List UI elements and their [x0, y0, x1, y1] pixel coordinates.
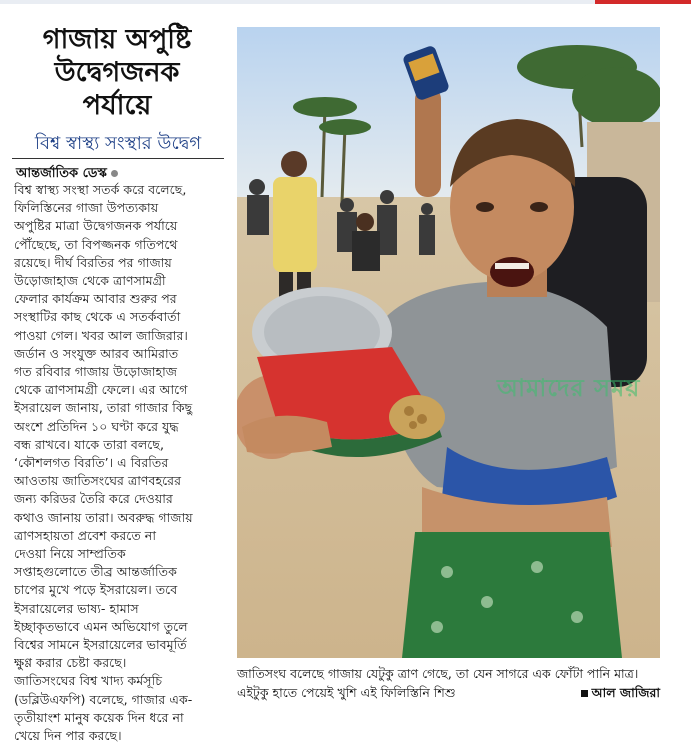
body-line: ইসরায়েল জানায়, তারা গাজার কিছু: [14, 400, 193, 416]
body-line: রয়েছে। দীর্ঘ বিরতির পর গাজায়: [14, 254, 172, 270]
body-line: পাওয়া গেল। খবর আল জাজিরার।: [14, 327, 188, 343]
headline-line: পর্যায়ে: [82, 89, 152, 121]
body-line: সপ্তাহগুলোতে তীব্র আন্তর্জাতিক: [14, 564, 177, 580]
body-line: ফিলিস্তিনের গাজা উপত্যকায়: [14, 200, 159, 216]
bullet-icon: [111, 170, 118, 177]
body-line: দেওয়া নিয়ে সাম্প্রতিক: [14, 546, 126, 562]
body-line: গত রবিবার গাজায় উড়োজাহাজ: [14, 364, 178, 380]
body-line: সংস্থাটির কাছ থেকে এ সতর্কবার্তা: [14, 309, 181, 325]
body-line: আওতায় জাতিসংঘের ত্রাণবহরের: [14, 473, 182, 489]
caption-line: জাতিসংঘ বলেছে গাজায় যেটুকু ত্রাণ গেছে, তা যেন সাগরে এক ফোঁটা পানি মাত্র।: [237, 666, 639, 681]
body-line: ক্ষুণ্ণ করার চেষ্টা করছে।: [14, 655, 127, 671]
body-line: পৌঁছেছে, তা বিপজ্জনক গতিপথে: [14, 236, 178, 252]
news-photo: [237, 27, 660, 658]
body-line: ইসরায়েলের ভাষ্য- হামাস: [14, 600, 139, 616]
body-line: জর্ডান ও সংযুক্ত আরব আমিরাত: [14, 345, 179, 361]
top-accent-bar: [595, 0, 691, 4]
body-line: অংশে প্রতিদিন ১০ ঘণ্টা করে যুদ্ধ: [14, 418, 179, 434]
body-line: ত্রাণসহায়তা প্রবেশ করতে না: [14, 527, 156, 543]
byline-text: আন্তর্জাতিক ডেস্ক: [16, 166, 107, 181]
body-line: বিশ্বের সামনে ইসরায়েলের ভাবমূর্তি: [14, 637, 187, 653]
body-line: উড়োজাহাজ থেকে ত্রাণসামগ্রী: [14, 273, 166, 289]
body-line: অপুষ্টির মাত্রা উদ্বেগজনক পর্যায়ে: [14, 218, 178, 234]
body-line: চাপের মুখে পড়ে ইসরায়েল। তবে: [14, 582, 178, 598]
body-line: থেকে ত্রাণসামগ্রী ফেলে। এর আগে: [14, 382, 188, 398]
body-line: (ডব্লিউএফপি) বলেছে, গাজার এক-: [14, 691, 193, 707]
article-body: [14, 181, 230, 745]
body-line: জন্য করিডর তৈরি করে দেওয়ার: [14, 491, 173, 507]
photo-illustration: [237, 27, 660, 658]
square-bullet-icon: [581, 690, 588, 697]
body-line: খেয়ে দিন পার করছে।: [14, 728, 122, 744]
subheadline-rule: [12, 158, 224, 159]
body-line: তৃতীয়াংশ মানুষ কয়েক দিন ধরে না: [14, 709, 184, 725]
body-line: ‘কৌশলগত বিরতি’। এ বিরতির: [14, 455, 169, 471]
photo-credit: [581, 683, 660, 702]
body-line: জাতিসংঘের বিশ্ব খাদ্য কর্মসূচি: [14, 673, 163, 689]
caption-line: এইটুকু হাতে পেয়েই খুশি এই ফিলিস্তিনি শিশু: [237, 685, 456, 700]
watermark-logo: আমাদের সময়: [497, 374, 641, 402]
photo-credit-text: আল জাজিরা: [591, 685, 660, 700]
body-line: কথাও জানায় তারা। অবরুদ্ধ গাজায়: [14, 509, 193, 525]
body-line: ইচ্ছাকৃতভাবে এমন অভিযোগ তুলে: [14, 618, 188, 634]
subheadline: বিশ্ব স্বাস্থ্য সংস্থার উদ্বেগ: [34, 133, 202, 154]
headline-line: গাজায় অপুষ্টি: [42, 24, 192, 55]
headline-line: উদ্বেগজনক: [54, 56, 180, 88]
headline: [12, 24, 222, 123]
top-border: [0, 0, 691, 4]
body-line: বন্ধ রাখবে। যাকে তারা বলছে,: [14, 436, 164, 452]
body-line: বিশ্ব স্বাস্থ্য সংস্থা সতর্ক করে বলেছে,: [14, 182, 187, 197]
body-line: ফেলার কার্যক্রম আবার শুরুর পর: [14, 291, 177, 307]
